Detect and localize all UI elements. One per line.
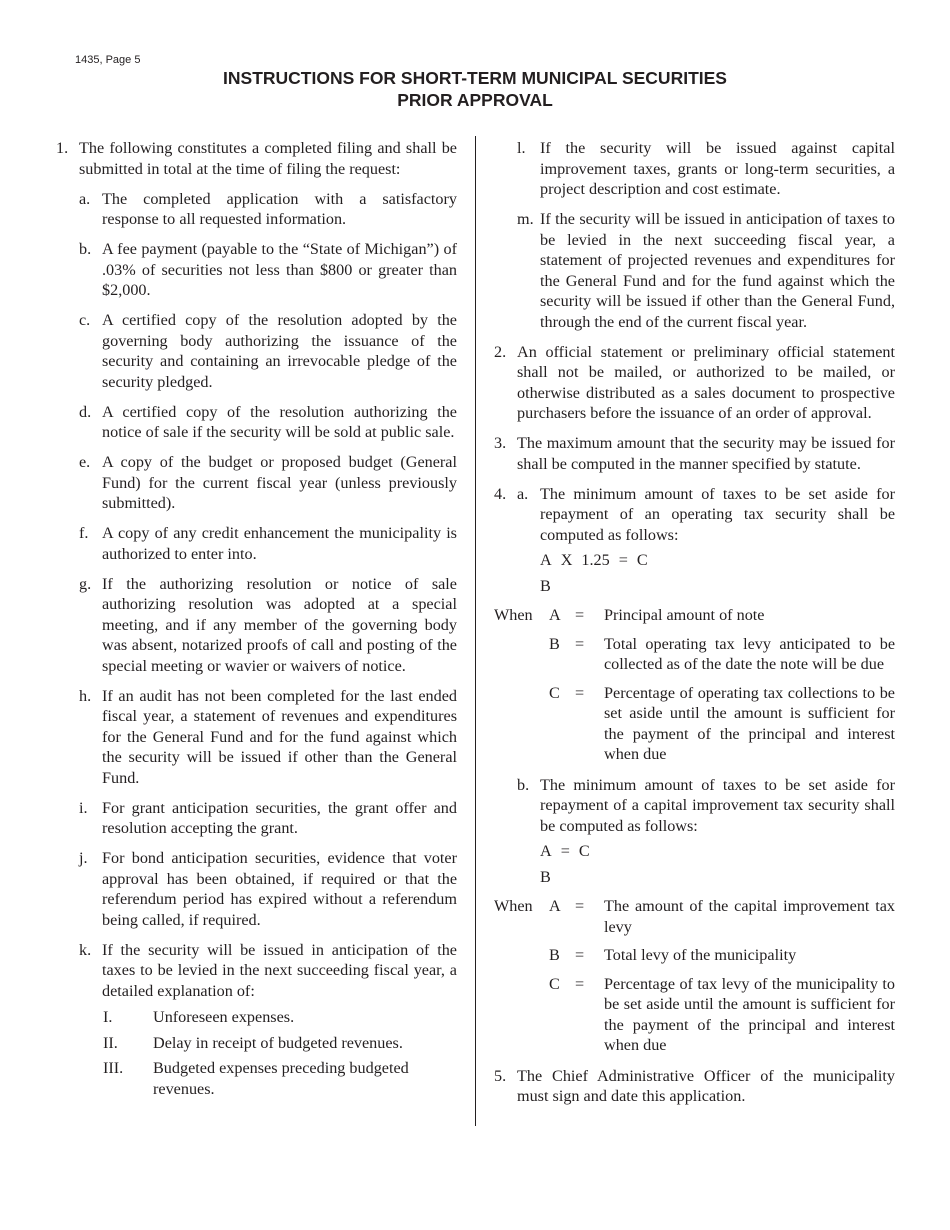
- item-number: 1.: [56, 139, 69, 157]
- definition-row: [494, 683, 895, 765]
- sub-item-letter: k.: [79, 940, 92, 959]
- formula-4a: [540, 550, 895, 571]
- sub-item-text: For bond anticipation securities, evidence that voter approval has been obtained, if required or that the referendum period has expired without a referendum being called, if required.: [102, 849, 457, 929]
- definition-equals: =: [575, 683, 585, 702]
- sub-item-k: [79, 940, 457, 1002]
- sub-item-text: For grant anticipation securities, the grant offer and resolution accepting the grant.: [102, 798, 457, 837]
- sub-item-l: [517, 138, 895, 200]
- when-label: When: [494, 606, 533, 624]
- definition-equals: =: [575, 634, 585, 653]
- sub-item-m: [517, 209, 895, 332]
- definition-text: Principal amount of note: [604, 606, 765, 624]
- formula-denominator: B: [540, 867, 551, 886]
- definition-var: A: [549, 897, 561, 915]
- sub-item-text: If an audit has not been completed for the last ended fiscal year, a statement of revenues and expenditures for the General Fund and for the fund against which the security will be issued if other than the General Fund.: [102, 686, 457, 787]
- sub-item-text: The minimum amount of taxes to be set aside for repayment of an operating tax security shall be computed as follows:: [540, 484, 895, 544]
- roman-item-3: [103, 1058, 457, 1099]
- formula-var-a: A: [540, 551, 552, 569]
- sub-item-g: [79, 574, 457, 677]
- sub-item-e: [79, 452, 457, 514]
- sub-item-letter: d.: [79, 402, 92, 421]
- left-column: [56, 138, 457, 1104]
- roman-text: Unforeseen expenses.: [153, 1008, 295, 1026]
- sub-item-text: The minimum amount of taxes to be set aside for repayment of a capital improvement tax security shall be computed as follows:: [540, 775, 895, 835]
- sub-item-text: The completed application with a satisfactory response to all requested information.: [102, 189, 457, 228]
- formula-4b: [540, 841, 895, 862]
- sub-item-f: [79, 523, 457, 564]
- formula-factor: 1.25: [581, 551, 610, 569]
- item-number: 5.: [494, 1066, 507, 1085]
- instruction-item-3: [494, 433, 895, 474]
- sub-item-text: If the security will be issued in anticipation of the taxes to be levied in the next succeeding fiscal year, a detailed explanation of:: [102, 940, 457, 1000]
- sub-item-letter: i.: [79, 798, 88, 817]
- sub-item-text: A certified copy of the resolution adopted by the governing body authorizing the issuance of the security and containing an irrevocable pledge of the security pledged.: [102, 311, 457, 391]
- roman-text: Budgeted expenses preceding budgeted revenues.: [153, 1059, 409, 1098]
- sub-item-4b: [517, 775, 895, 837]
- instruction-item-5: [494, 1066, 895, 1107]
- definition-var: C: [549, 683, 560, 702]
- formula-operator: X: [560, 551, 573, 569]
- definition-var: B: [549, 634, 560, 653]
- roman-numeral: III.: [103, 1059, 124, 1077]
- definition-var: B: [549, 946, 560, 964]
- formula-var-a: A: [540, 842, 552, 860]
- definition-text: Percentage of tax levy of the municipality to be set aside until the amount is sufficient for the payment of the principal and interest when due: [604, 974, 895, 1054]
- sub-item-letter: a.: [517, 484, 529, 503]
- item-number: 2.: [494, 342, 507, 361]
- sub-item-letter: l.: [517, 139, 526, 157]
- sub-item-letter: h.: [79, 686, 92, 705]
- roman-text: Delay in receipt of budgeted revenues.: [153, 1033, 403, 1052]
- formula-equals: =: [618, 551, 628, 569]
- definition-text: The amount of the capital improvement tax levy: [604, 897, 895, 936]
- sub-item-letter: e.: [79, 453, 91, 471]
- formula-var-c: C: [578, 842, 590, 860]
- sub-item-text: If the security will be issued in anticipation of taxes to be levied in the next succeeding fiscal year, a statement of projected revenues and expenditures for the General Fund and for the fund against which the security will be issued if other than the General Fund, through the end of the current fiscal year.: [540, 210, 895, 331]
- sub-item-letter: j.: [79, 849, 88, 867]
- instruction-item-4: [494, 484, 895, 546]
- roman-item-1: [103, 1007, 457, 1028]
- page-number-label: 1435, Page 5: [75, 54, 141, 66]
- right-column: [494, 138, 895, 1107]
- sub-item-4a: [517, 484, 895, 546]
- definition-equals: =: [575, 974, 585, 993]
- sub-item-j: [79, 848, 457, 930]
- sub-item-text: If the authorizing resolution or notice of sale authorizing resolution was adopted at a special meeting, and if any member of the governing body was absent, notarized proofs of call and posting of the special meeting or wavier or waivers of notice.: [102, 574, 457, 675]
- item-text: The maximum amount that the security may be issued for shall be computed in the manner specified by statute.: [517, 434, 895, 473]
- definition-equals: =: [575, 946, 585, 964]
- item-text: An official statement or preliminary official statement shall not be mailed, or authorized to be mailed, or otherwise distributed as a sales document to prospective purchasers before the issuance of an order of approval.: [517, 342, 895, 422]
- definition-var: C: [549, 974, 560, 993]
- formula-var-c: C: [636, 551, 648, 569]
- page-title: [0, 67, 950, 111]
- title-line-1: INSTRUCTIONS FOR SHORT-TERM MUNICIPAL SECURITIES: [223, 68, 727, 88]
- title-line-2: PRIOR APPROVAL: [397, 90, 553, 110]
- sub-item-letter: a.: [79, 189, 91, 208]
- item-number: 4.: [494, 484, 507, 503]
- definition-row: [494, 605, 895, 626]
- instruction-item-2: [494, 342, 895, 424]
- instruction-item-1: [56, 138, 457, 179]
- sub-item-text: A copy of the budget or proposed budget (General Fund) for the current fiscal year (unless previously submitted).: [102, 453, 457, 512]
- sub-item-c: [79, 310, 457, 392]
- column-divider: [475, 136, 476, 1126]
- when-label: When: [494, 897, 533, 915]
- definition-text: Total levy of the municipality: [604, 946, 797, 964]
- roman-numeral: I.: [103, 1008, 113, 1026]
- definition-text: Percentage of operating tax collections to be set aside until the amount is sufficient for the payment of the principal and interest when due: [604, 683, 895, 763]
- definition-row: [494, 974, 895, 1056]
- item-text: The following constitutes a completed filing and shall be submitted in total at the time of filing the request:: [79, 139, 457, 178]
- formula-denominator: B: [540, 576, 551, 595]
- sub-item-letter: b.: [517, 775, 530, 794]
- sub-item-text: If the security will be issued against capital improvement taxes, grants or long-term securities, a project description and cost estimate.: [540, 139, 895, 198]
- sub-item-h: [79, 686, 457, 789]
- sub-item-letter: f.: [79, 524, 89, 542]
- roman-item-2: [103, 1033, 457, 1054]
- roman-numeral: II.: [103, 1033, 118, 1052]
- sub-item-a: [79, 189, 457, 230]
- sub-item-letter: g.: [79, 574, 92, 593]
- definition-equals: =: [575, 606, 585, 624]
- definition-var: A: [549, 606, 561, 624]
- sub-item-text: A fee payment (payable to the “State of Michigan”) of .03% of securities not less than $800 or greater than $2,000.: [102, 240, 457, 299]
- definition-row: [494, 896, 895, 937]
- sub-item-letter: m.: [517, 210, 534, 228]
- sub-item-letter: b.: [79, 240, 92, 258]
- item-text: The Chief Administrative Officer of the municipality must sign and date this application.: [517, 1066, 895, 1105]
- sub-item-text: A copy of any credit enhancement the municipality is authorized to enter into.: [102, 524, 457, 563]
- item-number: 3.: [494, 434, 507, 452]
- sub-item-i: [79, 798, 457, 839]
- formula-equals: =: [560, 842, 570, 860]
- sub-item-b: [79, 239, 457, 301]
- definition-text: Total operating tax levy anticipated to be collected as of the date the note will be due: [604, 634, 895, 673]
- sub-item-d: [79, 402, 457, 443]
- definition-row: [494, 634, 895, 675]
- definition-equals: =: [575, 897, 585, 915]
- sub-item-text: A certified copy of the resolution authorizing the notice of sale if the security will be sold at public sale.: [102, 402, 457, 441]
- definition-row: [494, 945, 895, 966]
- sub-item-letter: c.: [79, 311, 91, 329]
